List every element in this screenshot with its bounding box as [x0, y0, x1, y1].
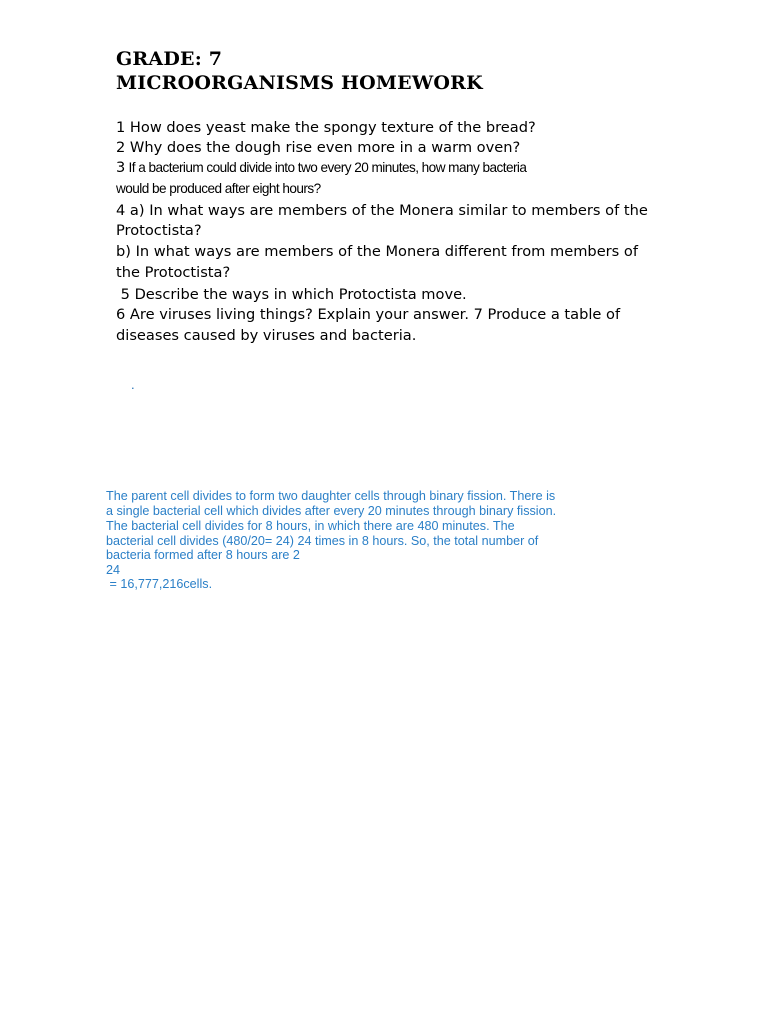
question-5: 5 Describe the ways in which Protoctista move.	[116, 286, 467, 303]
answer-exponent: 24	[106, 563, 121, 577]
answer-line-4: bacterial cell divides (480/20= 24) 24 times in 8 hours. So, the total number of	[106, 534, 539, 548]
question-2: 2 Why does the dough rise even more in a warm oven?	[116, 139, 521, 156]
answer-line-2: a single bacterial cell which divides after every 20 minutes through binary fission.	[106, 504, 557, 518]
question-3-line-1	[116, 157, 526, 178]
question-3-text: If a bacterium could divide into two every 20 minutes, how many bacteria	[128, 160, 527, 175]
question-3-line-2: would be produced after eight hours?	[116, 181, 321, 196]
homework-title: MICROORGANISMS HOMEWORK	[116, 72, 483, 94]
answer-line-3: The bacterial cell divides for 8 hours, in which there are 480 minutes. The	[106, 519, 515, 533]
answer-line-1: The parent cell divides to form two daughter cells through binary fission. There is	[106, 489, 556, 503]
question-1: 1 How does yeast make the spongy texture of the bread?	[116, 119, 536, 136]
question-3-number: 3	[116, 159, 126, 176]
question-4b-line-2: the Protoctista?	[116, 264, 231, 281]
grade-heading: GRADE: 7	[116, 48, 223, 70]
question-6-7-line-2: diseases caused by viruses and bacteria.	[116, 327, 417, 344]
question-6-7-line-1: 6 Are viruses living things? Explain your answer. 7 Produce a table of	[116, 306, 621, 323]
question-4a-line-2: Protoctista?	[116, 222, 202, 239]
question-4a-line-1: 4 a) In what ways are members of the Monera similar to members of the	[116, 202, 648, 219]
answer-line-5: bacteria formed after 8 hours are 2	[106, 548, 300, 562]
answer-result: = 16,777,216cells.	[106, 577, 213, 591]
question-4b-line-1: b) In what ways are members of the Monera different from members of	[116, 243, 638, 260]
stray-dot: .	[131, 377, 135, 392]
